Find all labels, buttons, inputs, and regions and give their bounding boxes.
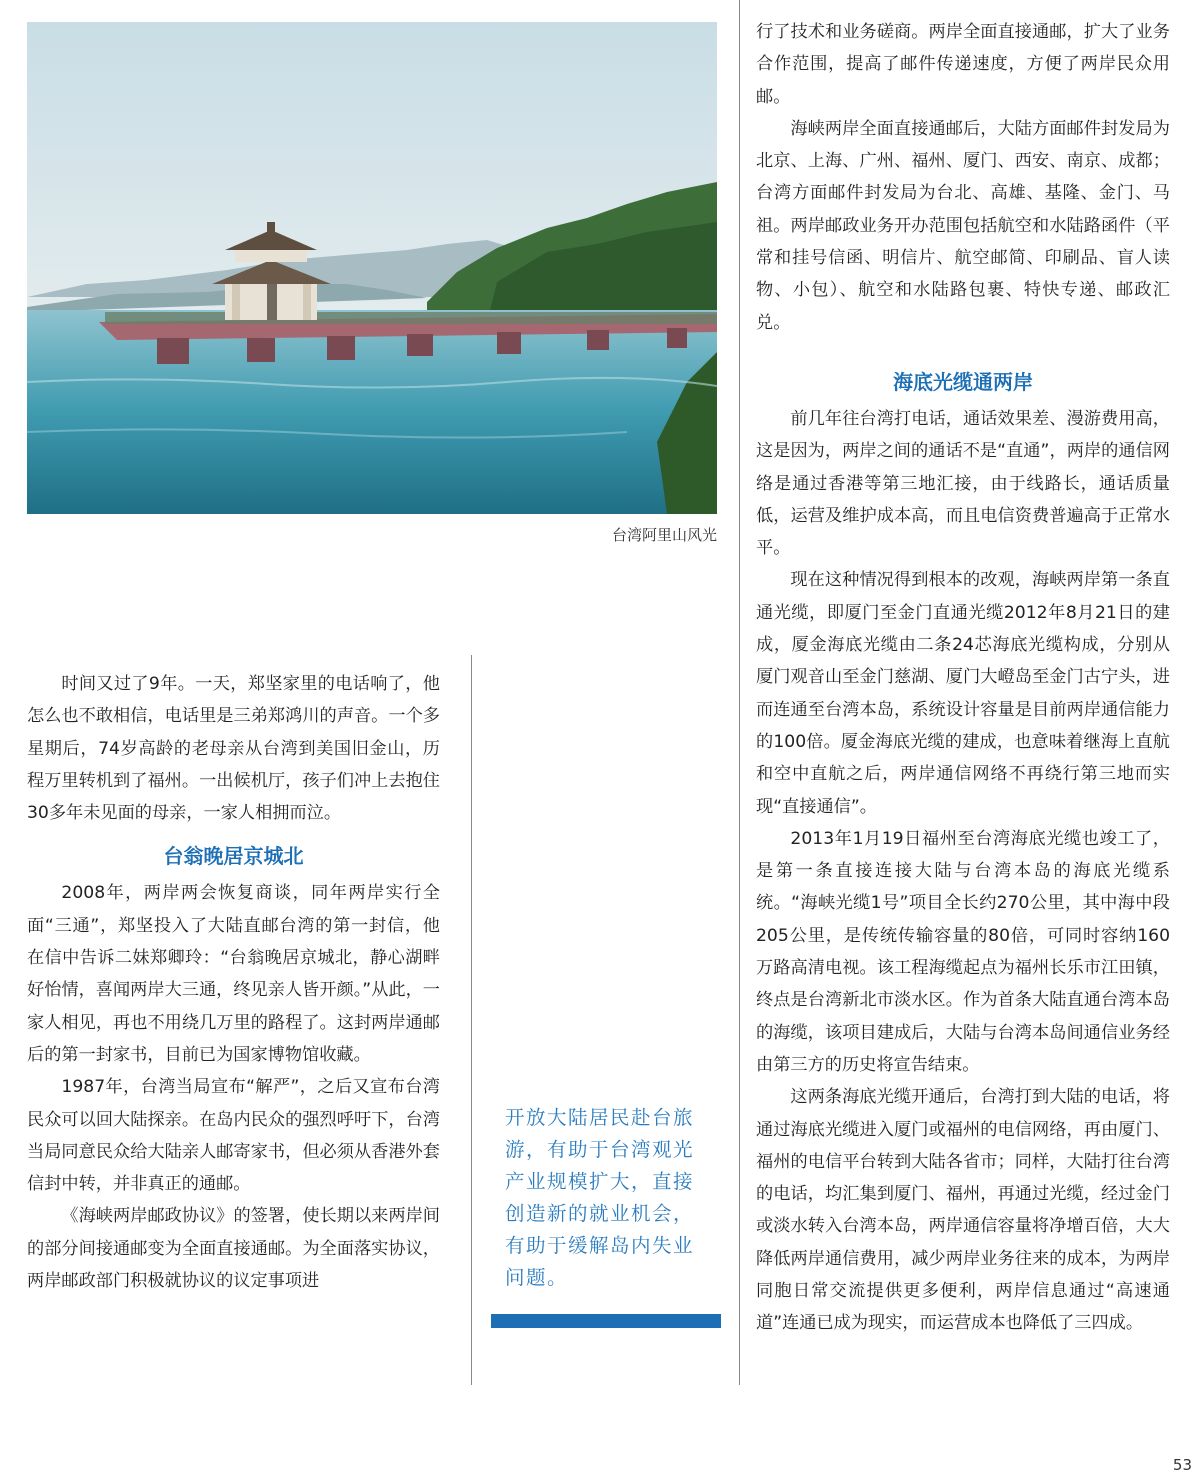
section-heading: 台翁晚居京城北: [163, 844, 304, 869]
column-divider: [739, 0, 740, 1385]
right-column: [756, 16, 1170, 1340]
paragraph: 海峡两岸全面直接通邮后，大陆方面邮件封发局为北京、上海、广州、福州、厦门、西安、南京、成都；台湾方面邮件封发局为台北、高雄、基隆、金门、马祖。两岸邮政业务开办范围包括航空和水陆路函件（平常和挂号信函、明信片、航空邮简、印刷品、盲人读物、小包）、航空和水陆路包裹、特快专递、邮政汇兑。: [756, 118, 1170, 333]
pull-quote-bar: [491, 1314, 721, 1328]
column-divider: [471, 655, 472, 1385]
section-heading: 海底光缆通两岸: [893, 369, 1033, 394]
photo-caption: 台湾阿里山风光: [611, 526, 717, 544]
paragraph: 时间又过了9年。一天，郑坚家里的电话响了，他怎么也不敢相信，电话里是三弟郑鸿川的声音。一个多星期后，74岁高龄的老母亲从台湾到美国旧金山，历程万里转机到了福州。一出候机厅，孩子们冲上去抱住30多年未见面的母亲，一家人相拥而泣。: [27, 674, 440, 824]
paragraph: 《海峡两岸邮政协议》的签署，使长期以来两岸间的部分间接通邮变为全面直接通邮。为全面落实协议，两岸邮政部门积极就协议的议定事项进: [27, 1206, 440, 1292]
left-column: [27, 668, 440, 1297]
paragraph: 现在这种情况得到根本的改观，海峡两岸第一条直通光缆，即厦门至金门直通光缆2012年8月21日的建成，厦金海底光缆由二条24芯海底光缆构成，分别从厦门观音山至金门慈湖、厦门大嶝岛至金门古宁头，进而连通至台湾本岛，系统设计容量是目前两岸通信能力的100倍。厦金海底光缆的建成，也意味着继海上直航和空中直航之后，两岸通信网络不再绕行第三地而实现“直接通信”。: [756, 570, 1170, 817]
paragraph: 1987年，台湾当局宣布“解严”，之后又宣布台湾民众可以回大陆探亲。在岛内民众的强烈呼吁下，台湾当局同意民众给大陆亲人邮寄家书，但必须从香港外套信封中转，并非真正的通邮。: [27, 1077, 440, 1195]
pull-quote: 开放大陆居民赴台旅游，有助于台湾观光产业规模扩大，直接创造新的就业机会，有助于缓解岛内失业问题。: [505, 1106, 695, 1289]
lake-pavilion-photo: [27, 22, 717, 514]
page-number: 53: [1172, 1456, 1192, 1474]
paragraph: 行了技术和业务磋商。两岸全面直接通邮，扩大了业务合作范围，提高了邮件传递速度，方便了两岸民众用邮。: [756, 22, 1170, 107]
paragraph: 2008年，两岸两会恢复商谈，同年两岸实行全面“三通”，郑坚投入了大陆直邮台湾的第一封信，他在信中告诉二妹郑卿玲：“台翁晚居京城北，静心湖畔好怡情，喜闻两岸大三通，终见亲人皆开颜。”从此，一家人相见，再也不用绕几万里的路程了。这封两岸通邮后的第一封家书，目前已为国家博物馆收藏。: [27, 883, 440, 1065]
paragraph: 前几年往台湾打电话，通话效果差、漫游费用高，这是因为，两岸之间的通话不是“直通”，两岸的通信网络是通过香港等第三地汇接，由于线路长，通话质量低，运营及维护成本高，而且电信资费普遍高于正常水平。: [756, 408, 1170, 559]
paragraph: 2013年1月19日福州至台湾海底光缆也竣工了，是第一条直接连接大陆与台湾本岛的海底光缆系统。“海峡光缆1号”项目全长约270公里，其中海中段205公里，是传统传输容量的80倍，可同时容纳160万路高清电视。该工程海缆起点为福州长乐市江田镇，终点是台湾新北市淡水区。作为首条大陆直通台湾本岛的海缆，该项目建成后，大陆与台湾本岛间通信业务经由第三方的历史将宣告结束。: [756, 828, 1170, 1075]
paragraph: 这两条海底光缆开通后，台湾打到大陆的电话，将通过海底光缆进入厦门或福州的电信网络，再由厦门、福州的电信平台转到大陆各省市；同样，大陆打往台湾的电话，均汇集到厦门、福州，再通过光缆，经过金门或淡水转入台湾本岛，两岸通信容量将净增百倍，大大降低两岸通信费用，减少两岸业务往来的成本，为两岸同胞日常交流提供更多便利，两岸信息通过“高速通道”连通已成为现实，而运营成本也降低了三四成。: [756, 1087, 1170, 1334]
